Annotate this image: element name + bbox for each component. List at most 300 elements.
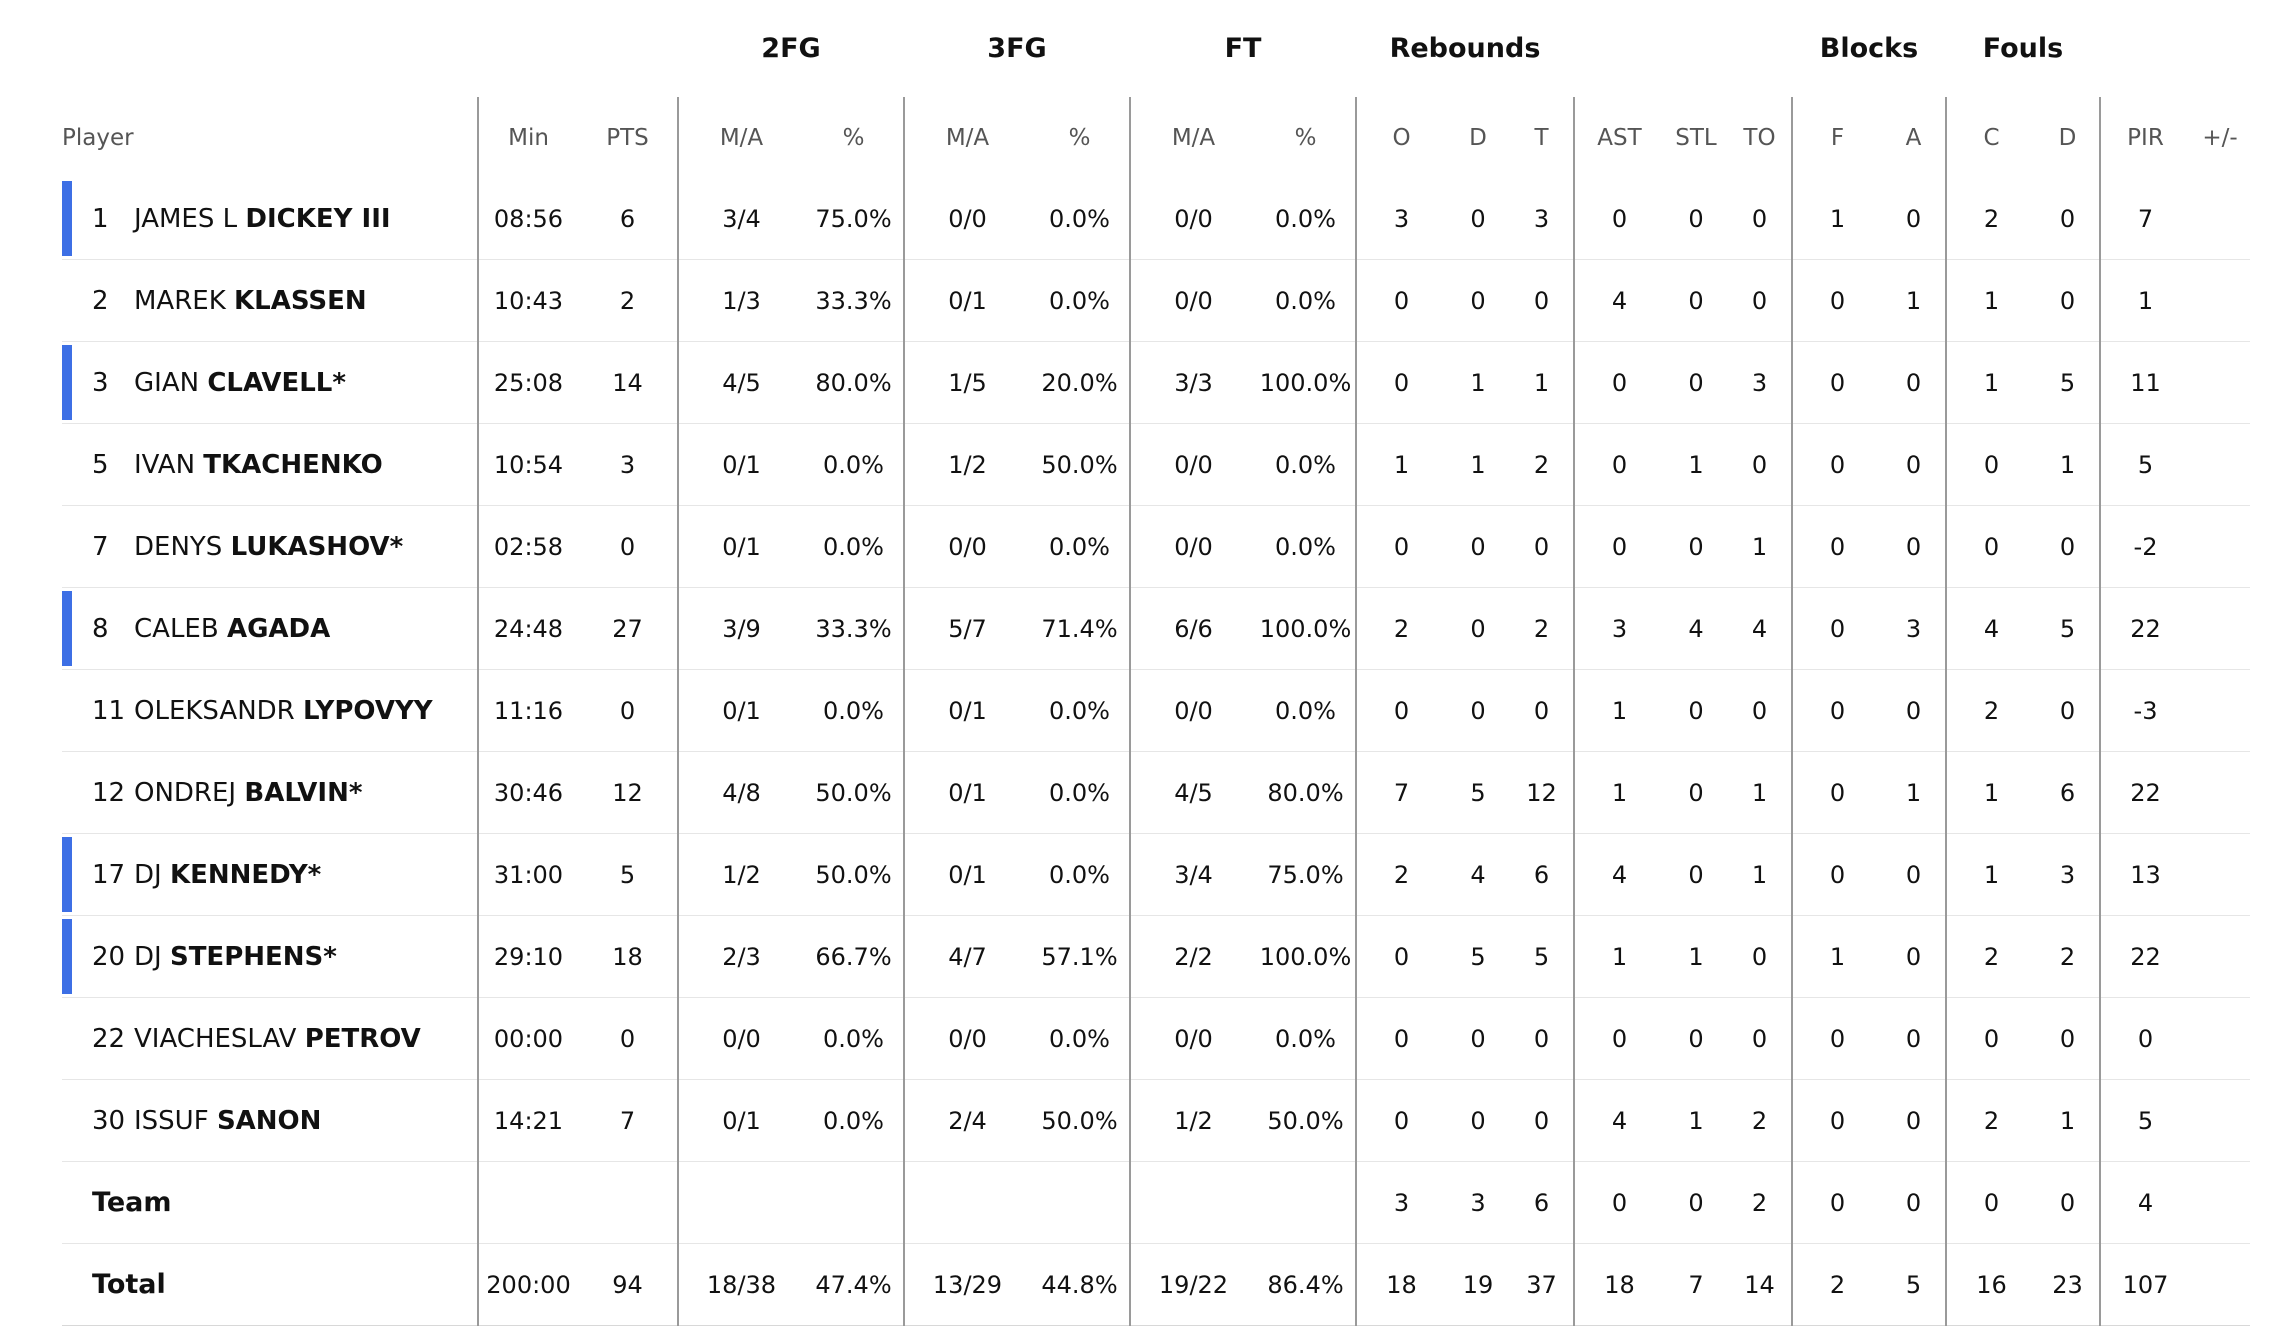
cell-reb-d: 0 — [1446, 506, 1510, 588]
cell-foul-c: 0 — [1946, 506, 2036, 588]
cell-reb-t: 12 — [1510, 752, 1574, 834]
player-number: 11 — [92, 695, 126, 726]
player-row[interactable] — [62, 670, 2250, 752]
cell-fg2-pct: 50.0% — [804, 752, 904, 834]
cell-fg3-ma: 0/0 — [904, 178, 1030, 260]
cell-foul-d: 0 — [2036, 506, 2100, 588]
cell-fg2-ma: 1/2 — [678, 834, 804, 916]
player-row[interactable] — [62, 834, 2250, 916]
player-last-name[interactable]: AGADA — [226, 613, 331, 644]
col-player[interactable]: Player — [62, 124, 134, 151]
boxscore-table — [62, 0, 2250, 1326]
cell-fg3-pct: 50.0% — [1030, 424, 1130, 506]
cell-min: 00:00 — [478, 998, 578, 1080]
cell-pm — [2190, 424, 2250, 506]
cell-blk-f: 0 — [1792, 998, 1882, 1080]
player-cell[interactable] — [62, 1080, 478, 1162]
cell-blk-a: 5 — [1882, 1244, 1946, 1326]
cell-fg2-ma: 2/3 — [678, 916, 804, 998]
total-row-label: Total — [62, 1244, 478, 1326]
cell-blk-f: 0 — [1792, 588, 1882, 670]
cell-fg3-ma: 0/0 — [904, 998, 1030, 1080]
player-last-name[interactable]: KENNEDY* — [169, 859, 322, 890]
player-number: 7 — [92, 531, 109, 562]
player-row[interactable] — [62, 752, 2250, 834]
cell-stl: 1 — [1664, 1080, 1728, 1162]
cell-reb-d: 4 — [1446, 834, 1510, 916]
player-cell[interactable] — [62, 424, 478, 506]
cell-ft-pct: 0.0% — [1256, 998, 1356, 1080]
cell-stl: 4 — [1664, 588, 1728, 670]
cell-pts: 18 — [578, 916, 678, 998]
column-header-row — [62, 97, 2250, 178]
cell-pts: 0 — [578, 670, 678, 752]
cell-stl: 1 — [1664, 916, 1728, 998]
cell-pir: 11 — [2100, 342, 2190, 424]
col-blk-f[interactable]: F — [1792, 97, 1882, 178]
cell-fg2-pct: 0.0% — [804, 670, 904, 752]
cell-reb-d: 0 — [1446, 178, 1510, 260]
cell-fg2-pct: 47.4% — [804, 1244, 904, 1326]
cell-foul-d: 0 — [2036, 998, 2100, 1080]
cell-blk-f: 0 — [1792, 1080, 1882, 1162]
cell-pm — [2190, 342, 2250, 424]
player-first-name[interactable]: GIAN — [134, 367, 200, 398]
cell-ft-ma: 19/22 — [1130, 1244, 1256, 1326]
cell-foul-d: 1 — [2036, 424, 2100, 506]
cell-fg2-ma: 3/9 — [678, 588, 804, 670]
cell-blk-f: 0 — [1792, 834, 1882, 916]
col-3fg-pct[interactable]: % — [1068, 124, 1091, 151]
cell-fg3-ma: 0/0 — [904, 506, 1030, 588]
cell-reb-d: 19 — [1446, 1244, 1510, 1326]
player-row[interactable] — [62, 998, 2250, 1080]
cell-min: 29:10 — [478, 916, 578, 998]
cell-pir: -3 — [2100, 670, 2190, 752]
cell-foul-c: 1 — [1946, 834, 2036, 916]
group-header-row — [62, 0, 2250, 97]
cell-ast: 0 — [1574, 424, 1664, 506]
cell-fg2-pct: 0.0% — [804, 1080, 904, 1162]
cell-pm — [2190, 998, 2250, 1080]
group-2fg: 2FG — [761, 33, 821, 64]
cell-pm — [2190, 1080, 2250, 1162]
cell-blk-a: 0 — [1882, 506, 1946, 588]
cell-ft-pct: 0.0% — [1256, 424, 1356, 506]
player-number: 3 — [92, 367, 109, 398]
player-row[interactable] — [62, 916, 2250, 998]
cell-pir: 107 — [2100, 1244, 2190, 1326]
col-foul-c[interactable]: C — [1946, 97, 2036, 178]
cell-fg3-pct: 0.0% — [1030, 670, 1130, 752]
cell-blk-a: 0 — [1882, 342, 1946, 424]
cell-stl: 0 — [1664, 260, 1728, 342]
cell-pir: 13 — [2100, 834, 2190, 916]
player-number: 8 — [92, 613, 109, 644]
player-first-name[interactable]: DENYS — [134, 531, 223, 562]
cell-reb-o: 2 — [1356, 834, 1446, 916]
player-first-name[interactable]: OLEKSANDR — [134, 695, 295, 726]
cell-blk-f: 0 — [1792, 752, 1882, 834]
cell-blk-a: 0 — [1882, 834, 1946, 916]
cell-blk-a: 0 — [1882, 998, 1946, 1080]
cell-fg3-pct: 57.1% — [1030, 916, 1130, 998]
col-pts[interactable]: PTS — [606, 124, 649, 151]
cell-foul-c: 0 — [1946, 1162, 2036, 1244]
player-row[interactable] — [62, 178, 2250, 260]
cell-pts: 6 — [578, 178, 678, 260]
col-reb-o[interactable]: O — [1356, 97, 1446, 178]
cell-to: 3 — [1728, 342, 1792, 424]
cell-foul-c: 1 — [1946, 752, 2036, 834]
cell-fg3-pct: 0.0% — [1030, 506, 1130, 588]
cell-fg2-pct: 66.7% — [804, 916, 904, 998]
cell-reb-d: 0 — [1446, 998, 1510, 1080]
player-cell[interactable] — [62, 670, 478, 752]
cell-ast: 0 — [1574, 506, 1664, 588]
player-first-name[interactable]: ISSUF — [134, 1105, 209, 1136]
player-last-name[interactable]: LYPOVYY — [303, 695, 433, 726]
player-first-name[interactable]: MAREK — [134, 285, 226, 316]
cell-ft-ma — [1130, 1162, 1256, 1244]
cell-fg3-ma: 1/5 — [904, 342, 1030, 424]
cell-ft-ma: 0/0 — [1130, 506, 1256, 588]
cell-fg2-ma: 0/1 — [678, 424, 804, 506]
cell-ft-ma: 3/3 — [1130, 342, 1256, 424]
col-pir[interactable]: PIR — [2100, 97, 2190, 178]
cell-foul-d: 5 — [2036, 342, 2100, 424]
cell-stl: 0 — [1664, 342, 1728, 424]
col-reb-t[interactable]: T — [1534, 124, 1549, 151]
cell-ast: 4 — [1574, 834, 1664, 916]
cell-to: 14 — [1728, 1244, 1792, 1326]
cell-pm — [2190, 178, 2250, 260]
col-foul-d[interactable]: D — [2058, 124, 2077, 151]
cell-fg3-ma: 0/1 — [904, 260, 1030, 342]
cell-pm — [2190, 1244, 2250, 1326]
cell-ft-pct: 0.0% — [1256, 178, 1356, 260]
cell-blk-f: 2 — [1792, 1244, 1882, 1326]
cell-pm — [2190, 670, 2250, 752]
player-last-name[interactable]: SANON — [216, 1105, 322, 1136]
cell-pm — [2190, 588, 2250, 670]
cell-reb-o: 2 — [1356, 588, 1446, 670]
player-number: 12 — [92, 777, 126, 808]
cell-foul-c: 0 — [1946, 424, 2036, 506]
starter-indicator — [62, 919, 72, 994]
cell-pm — [2190, 260, 2250, 342]
cell-reb-o: 18 — [1356, 1244, 1446, 1326]
col-3fg-ma[interactable]: M/A — [904, 97, 1030, 178]
cell-pir: 0 — [2100, 998, 2190, 1080]
cell-min: 14:21 — [478, 1080, 578, 1162]
cell-ft-pct: 0.0% — [1256, 260, 1356, 342]
cell-blk-a: 0 — [1882, 916, 1946, 998]
cell-fg2-pct: 0.0% — [804, 998, 904, 1080]
cell-reb-t: 0 — [1510, 260, 1574, 342]
cell-reb-t: 6 — [1510, 834, 1574, 916]
cell-foul-d: 6 — [2036, 752, 2100, 834]
cell-min — [478, 1162, 578, 1244]
cell-blk-a: 0 — [1882, 178, 1946, 260]
player-row[interactable] — [62, 588, 2250, 670]
cell-pts: 0 — [578, 998, 678, 1080]
cell-ft-pct: 0.0% — [1256, 670, 1356, 752]
cell-min: 08:56 — [478, 178, 578, 260]
cell-ft-pct: 100.0% — [1256, 588, 1356, 670]
cell-fg2-pct: 50.0% — [804, 834, 904, 916]
cell-blk-f: 0 — [1792, 506, 1882, 588]
cell-fg3-ma: 0/1 — [904, 752, 1030, 834]
player-row[interactable] — [62, 342, 2250, 424]
cell-foul-c: 2 — [1946, 916, 2036, 998]
cell-fg3-ma: 0/1 — [904, 670, 1030, 752]
cell-reb-d: 0 — [1446, 260, 1510, 342]
cell-fg2-pct: 33.3% — [804, 588, 904, 670]
player-cell[interactable] — [62, 506, 478, 588]
player-row[interactable] — [62, 424, 2250, 506]
cell-min: 200:00 — [478, 1244, 578, 1326]
group-ft: FT — [1224, 33, 1262, 64]
cell-fg3-ma: 2/4 — [904, 1080, 1030, 1162]
cell-fg3-ma — [904, 1162, 1030, 1244]
cell-fg2-pct: 75.0% — [804, 178, 904, 260]
player-first-name[interactable]: DJ — [134, 941, 162, 972]
cell-pm — [2190, 916, 2250, 998]
cell-stl: 0 — [1664, 834, 1728, 916]
cell-ast: 0 — [1574, 998, 1664, 1080]
player-last-name[interactable]: TKACHENKO — [203, 449, 383, 480]
cell-ft-ma: 0/0 — [1130, 260, 1256, 342]
cell-reb-o: 0 — [1356, 1080, 1446, 1162]
col-reb-d[interactable]: D — [1469, 124, 1487, 151]
player-first-name[interactable]: CALEB — [134, 613, 219, 644]
cell-foul-d: 0 — [2036, 1162, 2100, 1244]
player-first-name[interactable]: IVAN — [134, 449, 196, 480]
cell-pts: 27 — [578, 588, 678, 670]
player-number: 17 — [92, 859, 126, 890]
cell-fg2-ma: 1/3 — [678, 260, 804, 342]
cell-reb-o: 0 — [1356, 260, 1446, 342]
cell-stl: 0 — [1664, 752, 1728, 834]
cell-fg2-pct: 80.0% — [804, 342, 904, 424]
player-number: 20 — [92, 941, 126, 972]
cell-foul-d: 0 — [2036, 670, 2100, 752]
cell-reb-d: 0 — [1446, 670, 1510, 752]
cell-stl: 1 — [1664, 424, 1728, 506]
cell-ast: 0 — [1574, 178, 1664, 260]
player-number: 5 — [92, 449, 109, 480]
player-last-name[interactable]: KLASSEN — [234, 285, 367, 316]
cell-fg3-pct: 0.0% — [1030, 998, 1130, 1080]
cell-ast: 4 — [1574, 1080, 1664, 1162]
player-number: 30 — [92, 1105, 126, 1136]
cell-to: 2 — [1728, 1162, 1792, 1244]
player-last-name[interactable]: PETROV — [304, 1023, 421, 1054]
cell-ft-ma: 0/0 — [1130, 670, 1256, 752]
cell-fg2-ma: 0/1 — [678, 670, 804, 752]
player-cell[interactable] — [62, 916, 478, 998]
cell-pts: 7 — [578, 1080, 678, 1162]
cell-pts: 14 — [578, 342, 678, 424]
cell-pir: 22 — [2100, 916, 2190, 998]
player-cell[interactable] — [62, 752, 478, 834]
cell-fg3-pct: 50.0% — [1030, 1080, 1130, 1162]
player-row[interactable] — [62, 506, 2250, 588]
col-min[interactable]: Min — [478, 97, 578, 178]
player-cell[interactable] — [62, 260, 478, 342]
cell-reb-o: 7 — [1356, 752, 1446, 834]
cell-reb-d: 5 — [1446, 752, 1510, 834]
player-row[interactable] — [62, 1080, 2250, 1162]
group-blocks: Blocks — [1819, 33, 1919, 64]
cell-blk-a: 1 — [1882, 260, 1946, 342]
cell-pir: 7 — [2100, 178, 2190, 260]
cell-fg3-ma: 1/2 — [904, 424, 1030, 506]
cell-reb-d: 5 — [1446, 916, 1510, 998]
cell-fg2-ma: 3/4 — [678, 178, 804, 260]
player-number: 22 — [92, 1023, 126, 1054]
cell-ast: 0 — [1574, 342, 1664, 424]
cell-pir: 5 — [2100, 1080, 2190, 1162]
col-2fg-pct[interactable]: % — [842, 124, 865, 151]
cell-reb-t: 2 — [1510, 424, 1574, 506]
cell-ast: 0 — [1574, 1162, 1664, 1244]
col-ft-pct[interactable]: % — [1294, 124, 1317, 151]
cell-pm — [2190, 752, 2250, 834]
cell-min: 11:16 — [478, 670, 578, 752]
cell-ft-pct: 100.0% — [1256, 916, 1356, 998]
cell-ft-pct: 75.0% — [1256, 834, 1356, 916]
player-row[interactable] — [62, 260, 2250, 342]
cell-foul-c: 1 — [1946, 260, 2036, 342]
player-cell[interactable] — [62, 178, 478, 260]
cell-reb-d: 0 — [1446, 588, 1510, 670]
cell-fg2-pct: 33.3% — [804, 260, 904, 342]
cell-blk-a: 3 — [1882, 588, 1946, 670]
player-first-name[interactable]: VIACHESLAV — [134, 1023, 297, 1054]
cell-ft-ma: 3/4 — [1130, 834, 1256, 916]
cell-to: 1 — [1728, 752, 1792, 834]
col-plus-minus[interactable]: +/- — [2202, 124, 2238, 151]
cell-min: 24:48 — [478, 588, 578, 670]
player-cell[interactable] — [62, 834, 478, 916]
cell-ft-ma: 4/5 — [1130, 752, 1256, 834]
col-2fg-ma[interactable]: M/A — [678, 97, 804, 178]
cell-pm — [2190, 834, 2250, 916]
cell-foul-d: 0 — [2036, 260, 2100, 342]
player-cell[interactable] — [62, 588, 478, 670]
cell-stl: 0 — [1664, 178, 1728, 260]
group-fouls: Fouls — [1982, 33, 2064, 64]
player-last-name[interactable]: BALVIN* — [244, 777, 363, 808]
cell-fg3-pct: 0.0% — [1030, 260, 1130, 342]
cell-ft-ma: 1/2 — [1130, 1080, 1256, 1162]
cell-fg2-ma: 4/8 — [678, 752, 804, 834]
cell-ft-pct: 0.0% — [1256, 506, 1356, 588]
group-rebounds: Rebounds — [1389, 33, 1541, 64]
cell-blk-a: 1 — [1882, 752, 1946, 834]
cell-blk-f: 0 — [1792, 260, 1882, 342]
cell-ast: 1 — [1574, 916, 1664, 998]
cell-fg3-ma: 5/7 — [904, 588, 1030, 670]
player-first-name[interactable]: JAMES L — [134, 203, 238, 234]
cell-reb-t: 3 — [1510, 178, 1574, 260]
player-cell[interactable] — [62, 998, 478, 1080]
group-3fg: 3FG — [987, 33, 1047, 64]
cell-min: 25:08 — [478, 342, 578, 424]
cell-fg3-ma: 13/29 — [904, 1244, 1030, 1326]
cell-fg2-ma: 0/1 — [678, 1080, 804, 1162]
cell-ft-ma: 2/2 — [1130, 916, 1256, 998]
cell-ft-pct: 86.4% — [1256, 1244, 1356, 1326]
cell-to: 0 — [1728, 178, 1792, 260]
player-last-name[interactable]: CLAVELL* — [207, 367, 346, 398]
cell-pir: -2 — [2100, 506, 2190, 588]
cell-ast: 3 — [1574, 588, 1664, 670]
cell-reb-o: 0 — [1356, 916, 1446, 998]
col-stl[interactable]: STL — [1675, 124, 1717, 151]
cell-min: 30:46 — [478, 752, 578, 834]
cell-stl: 0 — [1664, 1162, 1728, 1244]
cell-to: 1 — [1728, 834, 1792, 916]
col-to[interactable]: TO — [1743, 124, 1776, 151]
cell-fg2-ma: 0/0 — [678, 998, 804, 1080]
cell-ft-pct: 80.0% — [1256, 752, 1356, 834]
boxscore-body — [62, 178, 2250, 1326]
cell-ft-pct: 50.0% — [1256, 1080, 1356, 1162]
cell-stl: 0 — [1664, 670, 1728, 752]
cell-pir: 22 — [2100, 752, 2190, 834]
cell-ast: 4 — [1574, 260, 1664, 342]
player-last-name[interactable]: DICKEY III — [245, 203, 391, 234]
cell-blk-a: 0 — [1882, 1080, 1946, 1162]
player-first-name[interactable]: ONDREJ — [134, 777, 237, 808]
cell-ast: 1 — [1574, 752, 1664, 834]
cell-fg2-pct: 0.0% — [804, 506, 904, 588]
player-cell[interactable] — [62, 342, 478, 424]
col-ft-ma[interactable]: M/A — [1130, 97, 1256, 178]
player-first-name[interactable]: DJ — [134, 859, 162, 890]
cell-to: 2 — [1728, 1080, 1792, 1162]
cell-ft-ma: 0/0 — [1130, 998, 1256, 1080]
boxscore-container — [62, 0, 2292, 1326]
cell-foul-d: 0 — [2036, 178, 2100, 260]
cell-stl: 0 — [1664, 998, 1728, 1080]
cell-pts: 0 — [578, 506, 678, 588]
player-last-name[interactable]: LUKASHOV* — [230, 531, 404, 562]
col-ast[interactable]: AST — [1574, 97, 1664, 178]
cell-ast: 1 — [1574, 670, 1664, 752]
cell-stl: 7 — [1664, 1244, 1728, 1326]
total-row — [62, 1244, 2250, 1326]
cell-reb-d: 3 — [1446, 1162, 1510, 1244]
cell-foul-d: 23 — [2036, 1244, 2100, 1326]
cell-ft-pct: 100.0% — [1256, 342, 1356, 424]
cell-pts: 5 — [578, 834, 678, 916]
cell-pts — [578, 1162, 678, 1244]
cell-foul-c: 2 — [1946, 1080, 2036, 1162]
starter-indicator — [62, 591, 72, 666]
starter-indicator — [62, 345, 72, 420]
col-blk-a[interactable]: A — [1905, 124, 1922, 151]
cell-min: 10:54 — [478, 424, 578, 506]
cell-reb-t: 0 — [1510, 506, 1574, 588]
player-last-name[interactable]: STEPHENS* — [169, 941, 337, 972]
cell-pir: 4 — [2100, 1162, 2190, 1244]
cell-fg2-ma: 0/1 — [678, 506, 804, 588]
cell-reb-t: 6 — [1510, 1162, 1574, 1244]
